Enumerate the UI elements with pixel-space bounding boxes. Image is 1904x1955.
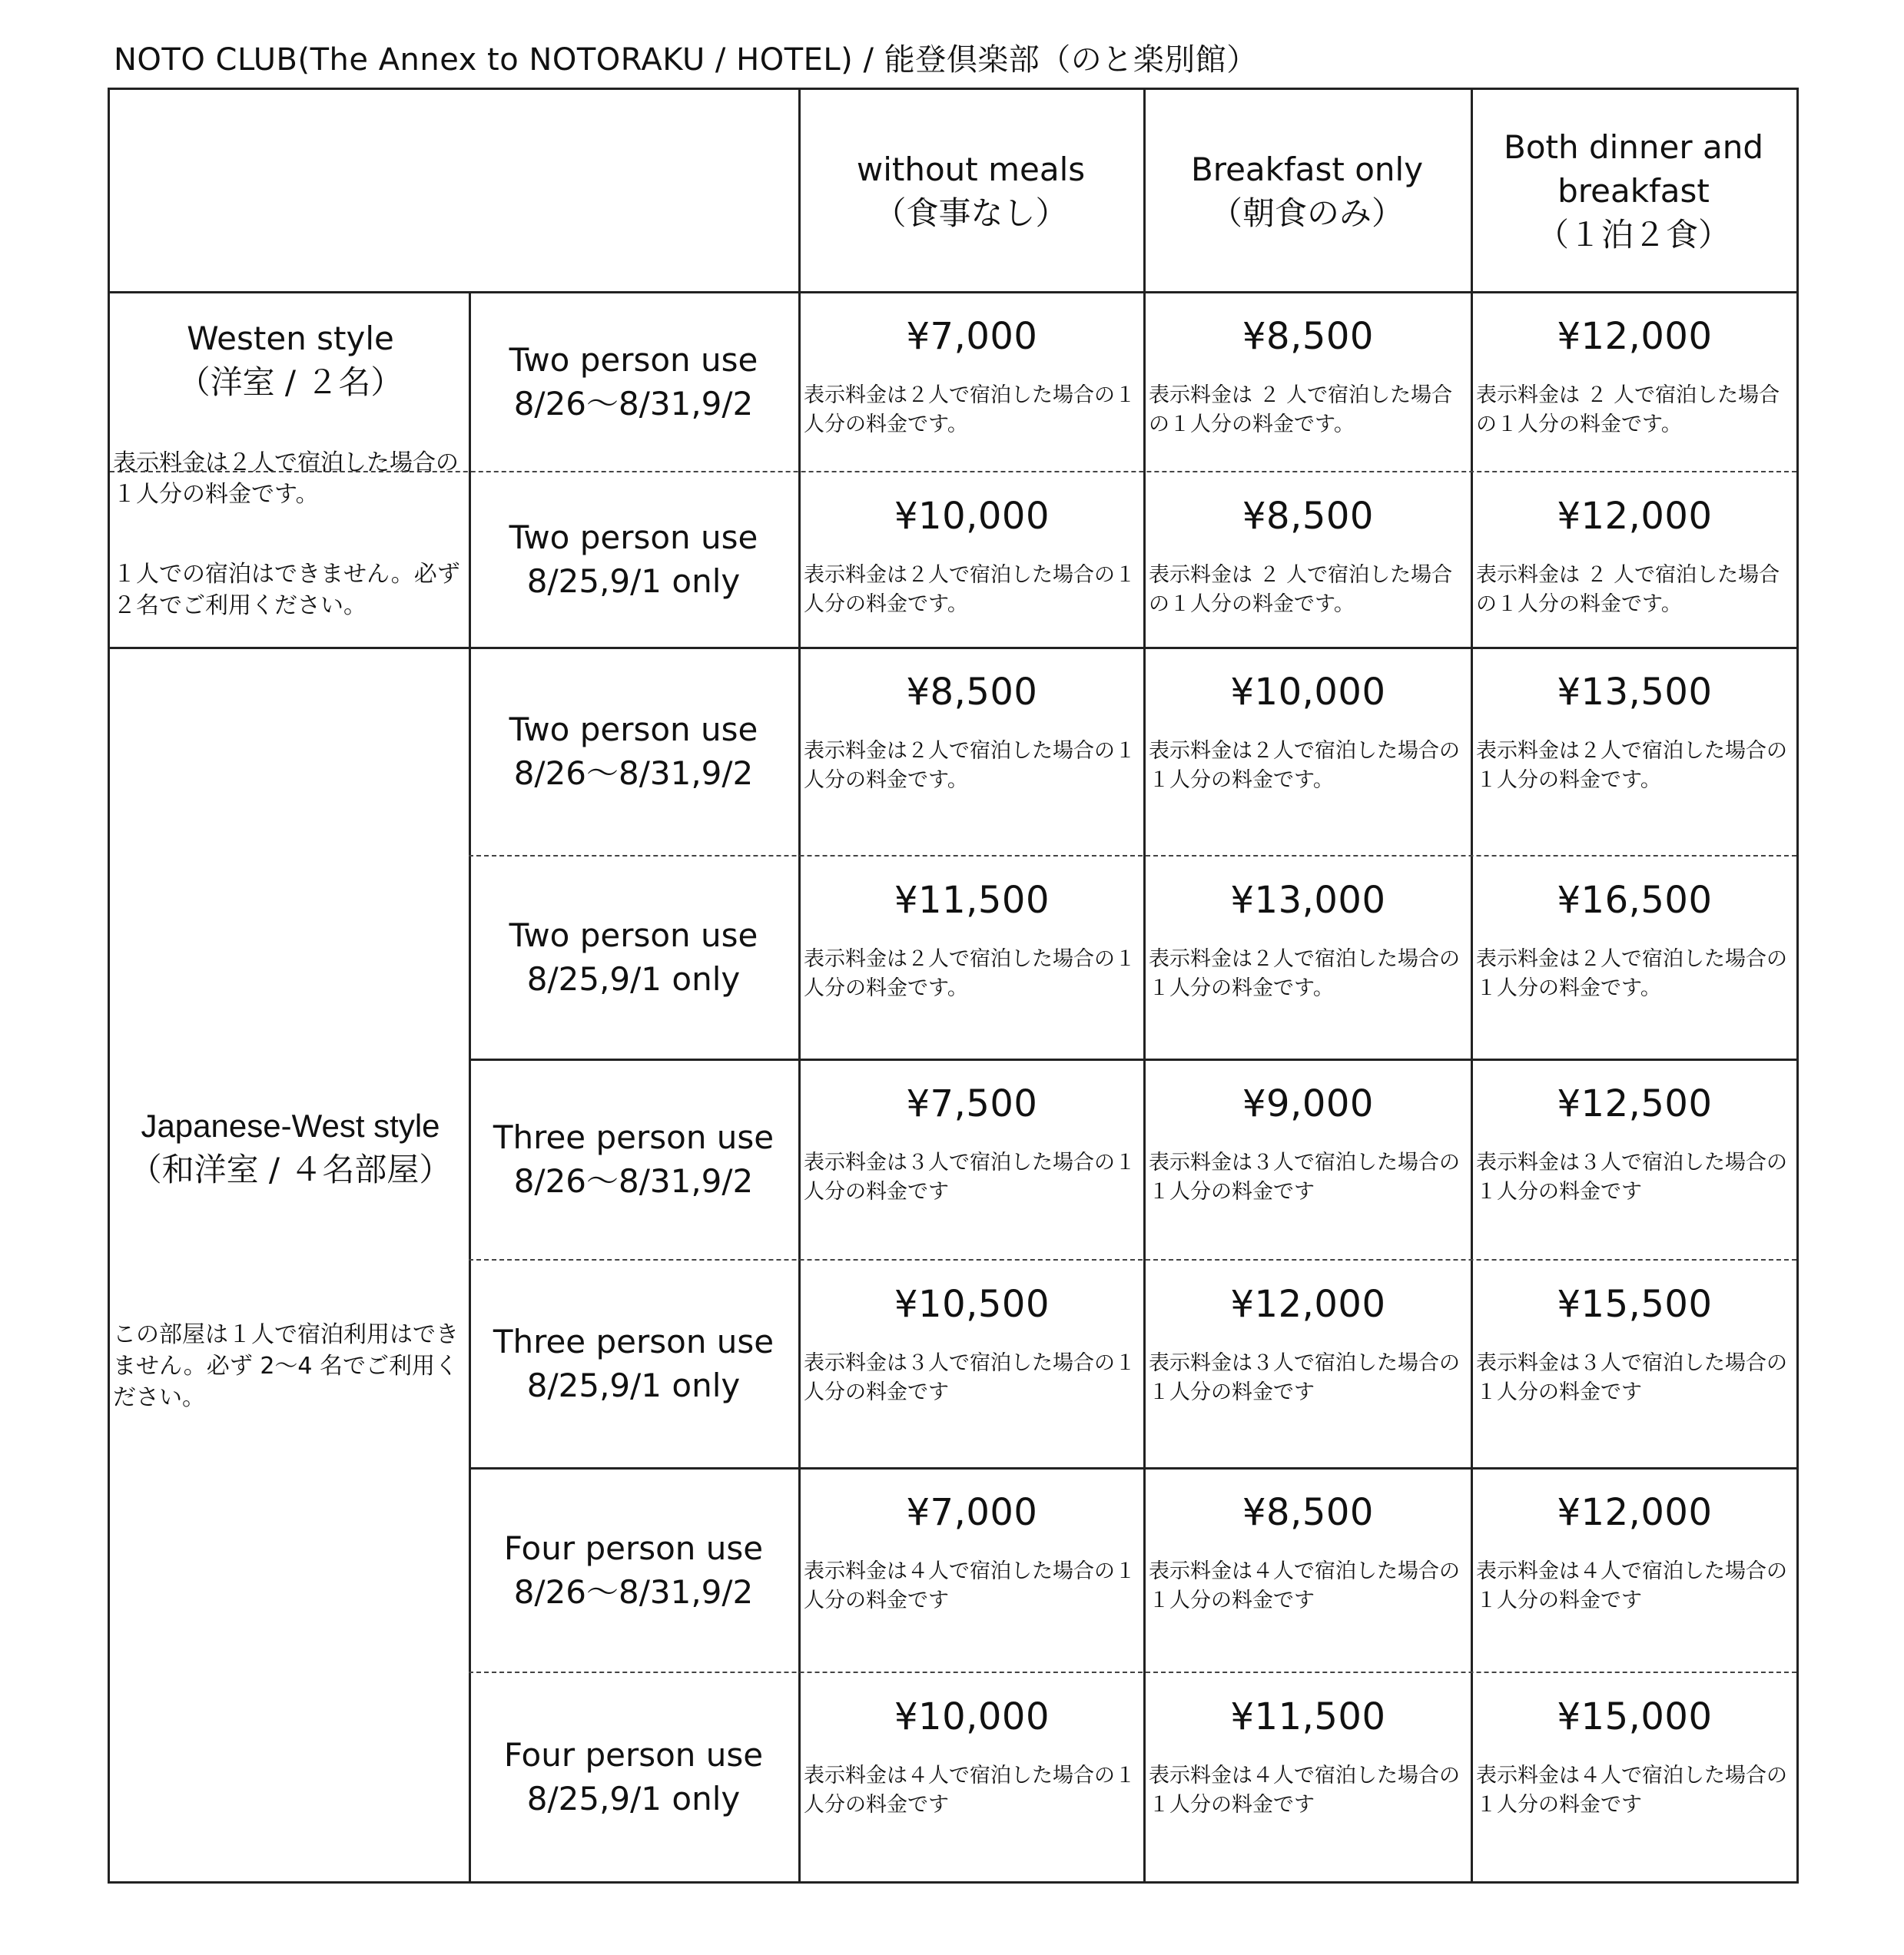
price-value: ¥10,000 bbox=[894, 495, 1050, 538]
price-value: ¥11,500 bbox=[1230, 1695, 1386, 1738]
row-use: Two person use bbox=[509, 711, 758, 748]
price-value: ¥10,500 bbox=[894, 1283, 1050, 1326]
price-cell bbox=[1473, 1059, 1796, 1259]
price-note: 表示料金は２人で宿泊した場合の１人分の料金です。 bbox=[1476, 947, 1787, 1000]
price-note: 表示料金は３人で宿泊した場合の１人分の料金です bbox=[1149, 1351, 1460, 1404]
row-dates: 8/25,9/1 only bbox=[526, 960, 741, 998]
price-value: ¥15,000 bbox=[1557, 1695, 1713, 1738]
row-dates: 8/26～8/31,9/2 bbox=[513, 384, 754, 422]
price-value: ¥12,000 bbox=[1557, 1491, 1713, 1534]
divider bbox=[110, 647, 1796, 649]
group-name-jp: （洋室 / ２名） bbox=[177, 363, 403, 401]
price-note: 表示料金は ２ 人で宿泊した場合の１人分の料金です。 bbox=[1476, 383, 1780, 436]
price-value: ¥12,000 bbox=[1557, 495, 1713, 538]
price-value: ¥7,000 bbox=[906, 1491, 1038, 1534]
price-cell bbox=[801, 856, 1143, 1059]
page-title: NOTO CLUB(The Annex to NOTORAKU / HOTEL) / 能登倶楽部（のと楽別館） bbox=[114, 42, 1258, 78]
group-label-western bbox=[110, 316, 471, 404]
price-cell bbox=[801, 292, 1143, 471]
group-label-japanese-west bbox=[110, 1104, 471, 1191]
group-name-en: Westen style bbox=[187, 320, 394, 357]
row-use: Four person use bbox=[503, 1736, 764, 1774]
price-note: 表示料金は ２ 人で宿泊した場合の１人分の料金です。 bbox=[1476, 563, 1780, 616]
row-label bbox=[469, 648, 798, 855]
price-note: 表示料金は ２ 人で宿泊した場合の１人分の料金です。 bbox=[1149, 563, 1453, 616]
price-cell bbox=[1146, 1468, 1471, 1672]
row-label bbox=[469, 1468, 798, 1672]
column-header-jp: （朝食のみ） bbox=[1209, 194, 1404, 232]
price-note: 表示料金は２人で宿泊した場合の１人分の料金です。 bbox=[804, 739, 1136, 792]
price-value: ¥12,000 bbox=[1557, 315, 1713, 358]
price-note: 表示料金は２人で宿泊した場合の１人分の料金です。 bbox=[1476, 739, 1787, 792]
price-cell bbox=[801, 472, 1143, 647]
row-dates: 8/26～8/31,9/2 bbox=[513, 1162, 754, 1200]
column-header-breakfast bbox=[1143, 90, 1471, 292]
row-use: Four person use bbox=[503, 1529, 764, 1567]
divider bbox=[469, 1059, 1796, 1061]
price-cell bbox=[1146, 1059, 1471, 1259]
price-value: ¥13,500 bbox=[1557, 671, 1713, 714]
row-dates: 8/25,9/1 only bbox=[526, 562, 741, 600]
divider bbox=[1143, 90, 1146, 1881]
price-cell bbox=[1146, 292, 1471, 471]
price-cell bbox=[1146, 856, 1471, 1059]
dashed-divider bbox=[469, 855, 1796, 857]
group-name-jp: （和洋室 / ４名部屋） bbox=[129, 1151, 452, 1188]
row-label bbox=[469, 1059, 798, 1259]
divider bbox=[469, 1467, 1796, 1470]
price-value: ¥10,000 bbox=[894, 1695, 1050, 1738]
row-label bbox=[469, 292, 798, 471]
row-label bbox=[469, 856, 798, 1059]
column-header-jp: （食事なし） bbox=[874, 194, 1068, 232]
price-cell bbox=[801, 1260, 1143, 1467]
price-note: 表示料金は４人で宿泊した場合の１人分の料金です bbox=[1476, 1764, 1787, 1817]
column-header-en: Breakfast only bbox=[1190, 150, 1424, 188]
price-value: ¥11,500 bbox=[894, 879, 1050, 922]
row-dates: 8/26～8/31,9/2 bbox=[513, 1572, 754, 1611]
price-note: 表示料金は３人で宿泊した場合の１人分の料金です bbox=[1476, 1351, 1787, 1404]
price-note: 表示料金は３人で宿泊した場合の１人分の料金です bbox=[804, 1351, 1136, 1404]
divider bbox=[469, 292, 471, 1881]
price-note: 表示料金は４人で宿泊した場合の１人分の料金です bbox=[804, 1559, 1136, 1612]
price-note: 表示料金は２人で宿泊した場合の１人分の料金です。 bbox=[804, 383, 1136, 436]
divider bbox=[1471, 90, 1473, 1881]
price-value: ¥10,000 bbox=[1230, 671, 1386, 714]
price-note: 表示料金は２人で宿泊した場合の１人分の料金です。 bbox=[1149, 739, 1460, 792]
price-cell bbox=[801, 648, 1143, 855]
price-note: 表示料金は３人で宿泊した場合の１人分の料金です bbox=[804, 1151, 1136, 1204]
row-label bbox=[469, 472, 798, 647]
price-cell bbox=[801, 1468, 1143, 1672]
column-header-jp: （１泊２食） bbox=[1536, 216, 1730, 253]
price-note: 表示料金は２人で宿泊した場合の１人分の料金です。 bbox=[1149, 947, 1460, 1000]
row-dates: 8/25,9/1 only bbox=[526, 1367, 741, 1404]
group-note-western-2: １人での宿泊はできません。必ず２名でご利用ください。 bbox=[113, 561, 460, 619]
price-cell bbox=[1473, 648, 1796, 855]
price-cell bbox=[1473, 292, 1796, 471]
price-cell bbox=[1473, 1260, 1796, 1467]
price-note: 表示料金は２人で宿泊した場合の１人分の料金です。 bbox=[804, 563, 1136, 616]
price-note: 表示料金は４人で宿泊した場合の１人分の料金です bbox=[1149, 1559, 1460, 1612]
price-note: 表示料金は４人で宿泊した場合の１人分の料金です bbox=[1476, 1559, 1787, 1612]
price-note: 表示料金は ２ 人で宿泊した場合の１人分の料金です。 bbox=[1149, 383, 1453, 436]
row-dates: 8/25,9/1 only bbox=[526, 1780, 741, 1817]
group-note-western-1: 表示料金は２人で宿泊した場合の１人分の料金です。 bbox=[113, 449, 459, 508]
price-table bbox=[108, 88, 1799, 1884]
column-header-no-meals bbox=[798, 90, 1143, 292]
row-use: Three person use bbox=[493, 1118, 775, 1156]
column-header-en: Both dinner and breakfast bbox=[1504, 128, 1763, 210]
price-value: ¥7,500 bbox=[906, 1082, 1038, 1125]
price-note: 表示料金は４人で宿泊した場合の１人分の料金です bbox=[804, 1764, 1136, 1817]
price-value: ¥8,500 bbox=[1242, 315, 1374, 358]
row-dates: 8/26～8/31,9/2 bbox=[513, 754, 754, 792]
price-value: ¥7,000 bbox=[906, 315, 1038, 358]
price-value: ¥16,500 bbox=[1557, 879, 1713, 922]
row-use: Three person use bbox=[493, 1323, 775, 1360]
price-value: ¥8,500 bbox=[1242, 1491, 1374, 1534]
price-value: ¥12,000 bbox=[1230, 1283, 1386, 1326]
price-cell bbox=[1473, 856, 1796, 1059]
price-value: ¥9,000 bbox=[1242, 1082, 1374, 1125]
row-use: Two person use bbox=[509, 519, 758, 556]
divider bbox=[798, 90, 801, 1881]
row-label bbox=[469, 1260, 798, 1467]
group-name-en: Japanese-West style bbox=[141, 1108, 440, 1144]
price-cell bbox=[1473, 472, 1796, 647]
price-cell bbox=[1146, 472, 1471, 647]
column-header-dinner-breakfast bbox=[1471, 90, 1796, 292]
price-value: ¥13,000 bbox=[1230, 879, 1386, 922]
price-value: ¥8,500 bbox=[1242, 495, 1374, 538]
price-note: 表示料金は３人で宿泊した場合の１人分の料金です bbox=[1149, 1151, 1460, 1204]
price-note: 表示料金は２人で宿泊した場合の１人分の料金です。 bbox=[804, 947, 1136, 1000]
price-cell bbox=[1473, 1468, 1796, 1672]
group-note-japanese-west: この部屋は１人で宿泊利用はできません。必ず 2～4 名でご利用ください。 bbox=[113, 1321, 459, 1411]
price-cell bbox=[801, 1672, 1143, 1881]
price-cell bbox=[1146, 1260, 1471, 1467]
price-cell bbox=[1473, 1672, 1796, 1881]
price-note: 表示料金は３人で宿泊した場合の１人分の料金です bbox=[1476, 1151, 1787, 1204]
price-cell bbox=[1146, 648, 1471, 855]
price-note: 表示料金は４人で宿泊した場合の１人分の料金です bbox=[1149, 1764, 1460, 1817]
price-value: ¥15,500 bbox=[1557, 1283, 1713, 1326]
divider bbox=[110, 291, 1796, 293]
price-cell bbox=[1146, 1672, 1471, 1881]
price-value: ¥12,500 bbox=[1557, 1082, 1713, 1125]
column-header-en: without meals bbox=[856, 150, 1086, 188]
dashed-divider bbox=[110, 471, 1796, 472]
dashed-divider bbox=[469, 1259, 1796, 1261]
row-use: Two person use bbox=[509, 916, 758, 954]
price-cell bbox=[801, 1059, 1143, 1259]
row-label bbox=[469, 1672, 798, 1881]
dashed-divider bbox=[469, 1672, 1796, 1673]
price-value: ¥8,500 bbox=[906, 671, 1038, 714]
row-use: Two person use bbox=[509, 340, 758, 379]
